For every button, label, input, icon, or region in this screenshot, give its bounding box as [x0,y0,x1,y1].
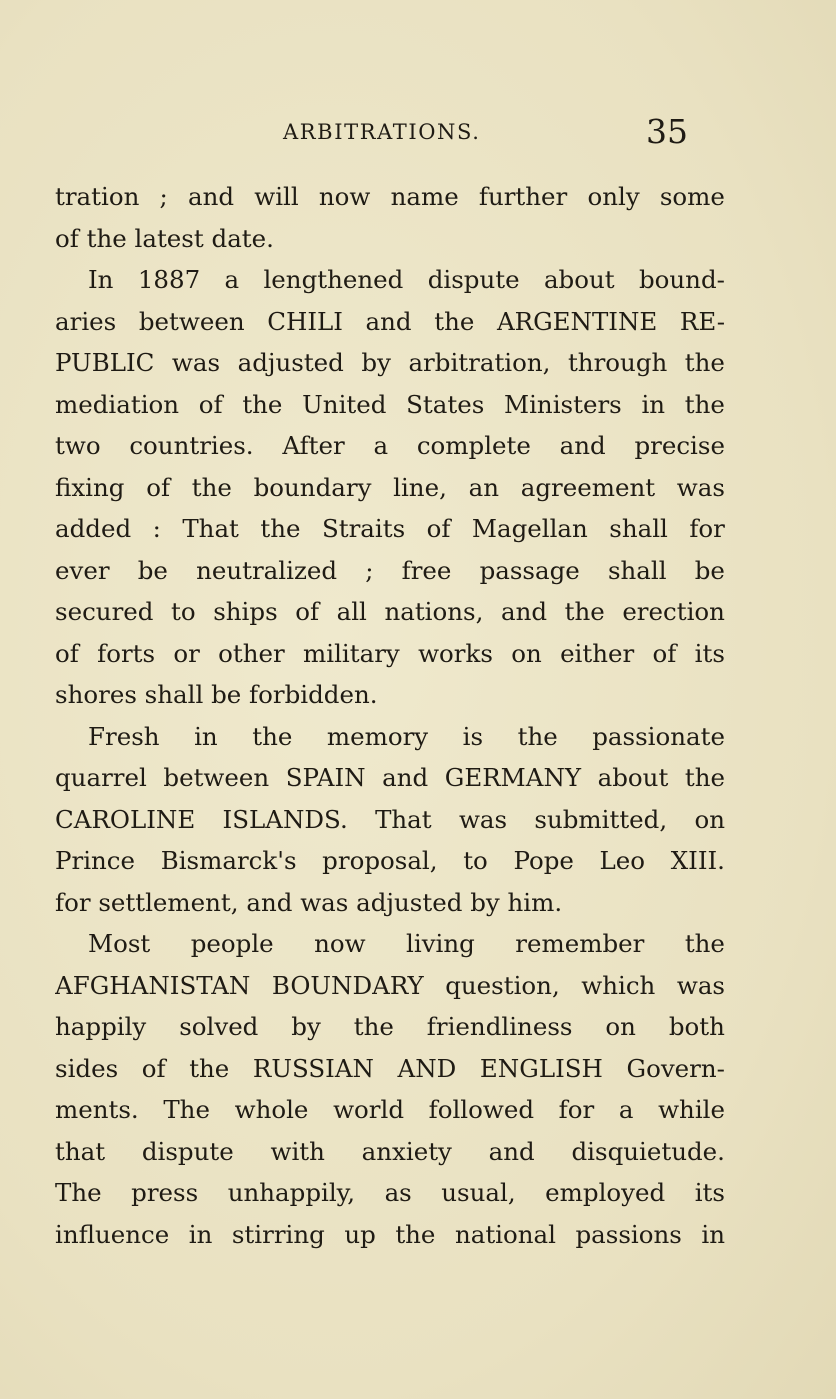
running-head-title: ARBITRATIONS. [283,120,481,144]
text-line: tration ; and will now name further only some [55,182,725,211]
text-line: shores shall be forbidden. [55,680,378,709]
text-line: secured to ships of all nations, and the erection [55,597,725,626]
page-number: 35 [646,112,688,151]
text-line: The press unhappily, as usual, employed its [55,1178,725,1207]
text-line: mediation of the United States Ministers in the [55,389,725,419]
text-line: that dispute with anxiety and disquietude. [55,1136,725,1166]
text-line: influence in stirring up the national passions in [55,1219,725,1249]
text-line: PUBLIC was adjusted by arbitration, through the [55,348,725,377]
text-line: ever be neutralized ; free passage shall be [55,555,725,585]
text-line: happily solved by the friendliness on both [55,1012,725,1041]
text-line: aries between CHILI and the ARGENTINE RE- [55,306,725,336]
running-head [0,112,836,152]
text-line: for settlement, and was adjusted by him. [55,887,563,917]
text-line: sides of the RUSSIAN AND ENGLISH Govern- [55,1053,725,1083]
text-line: quarrel between SPAIN and GERMANY about the [55,763,725,792]
text-line: two countries. After a complete and precise [55,431,725,460]
text-line: AFGHANISTAN BOUNDARY question, which was [55,970,725,1000]
text-line: CAROLINE ISLANDS. That was submitted, on [55,804,725,834]
text-line: Fresh in the memory is the passionate [88,721,725,751]
text-line: of the latest date. [55,223,274,253]
text-line: In 1887 a lengthened dispute about bound- [88,265,725,294]
text-line: added : That the Straits of Magellan shall for [55,514,725,543]
text-line: ments. The whole world followed for a while [55,1095,725,1124]
text-line: Most people now living remember the [88,929,725,958]
text-line: fixing of the boundary line, an agreement was [55,472,725,502]
body-text [55,176,725,1255]
text-line: of forts or other military works on either of its [55,638,725,668]
text-line: Prince Bismarck's proposal, to Pope Leo XIII. [55,846,725,875]
